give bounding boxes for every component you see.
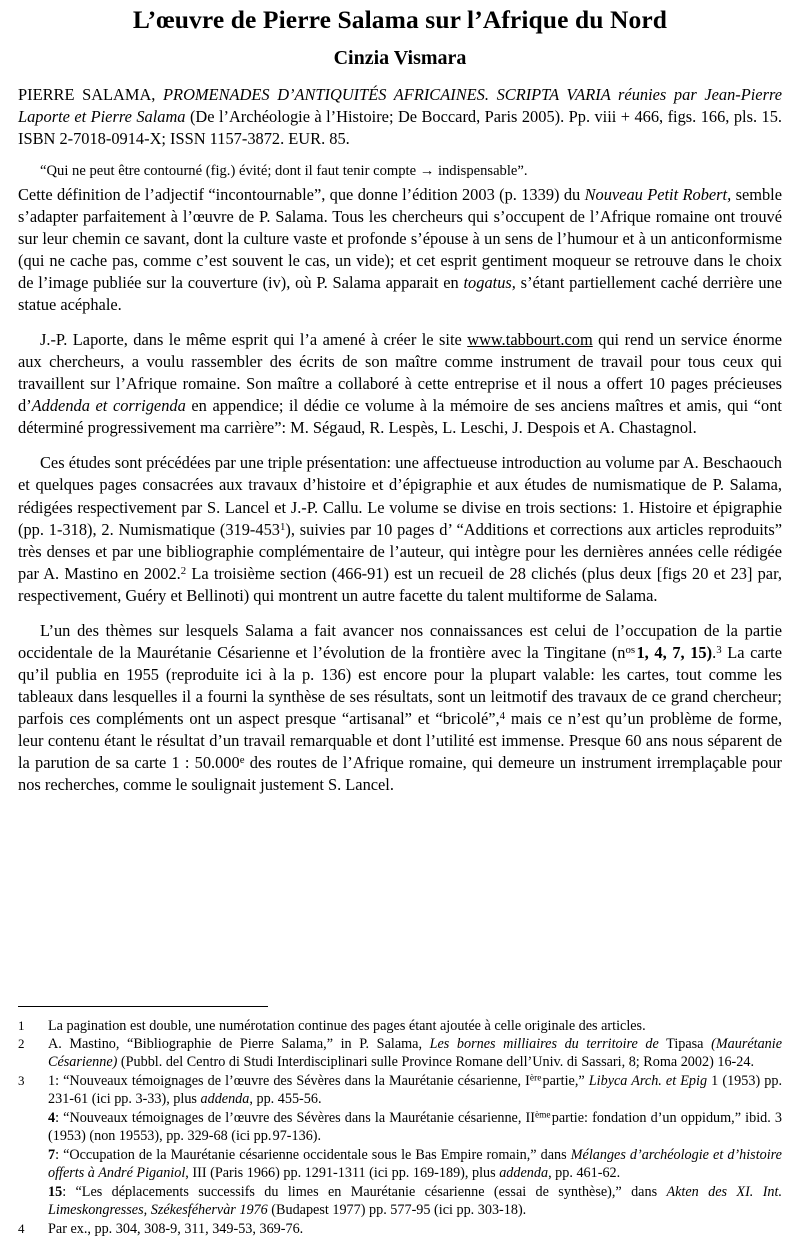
superscript-os: os <box>625 643 636 656</box>
body-paragraph-4: L’un des thèmes sur lesquels Salama a fait avancer nos connaissances est celui de l’occupation de la partie occidentale de la Maurétanie Césarienne et l’évolution de la frontière avec la Tingitane ($n^{os}$ 1, 4, 7, 15).$^3$ La carte qu’il publia en 1955 (reproduite ici à la p. 136) est encore pour la plupart valable: les cartes, tout comme les tableaux dans lesquelles il a fourni la synthèse de ses résultats, sont un leitmotif des travaux de ce grand chercheur; parfois ces compléments ont un aspect presque “artisanal” et “bricolé”,$^4$ mais ce n’est qu’un problème de forme, leur contenu étant le résultat d’un travail remarquable et dont l’utilité est immense. Presque 60 ans nous séparent de la parution de sa carte 1 : 50.000e des routes de l’Afrique romaine, qui demeure un instrument irremplaçable pour nos recherches, comme le soulignait justement S. Lancel. <box>18 620 782 795</box>
footnote-number: 2 <box>18 1036 25 1052</box>
superscript-ere: ère <box>529 1073 542 1084</box>
footnote-3-part-1: 1: “Nouveaux témoignages de l’œuvre des Sévères dans la Maurétanie césarienne, Ière partie,” Libyca Arch. et Epig 1 (1953) pp. 231-61 (ici pp. 3-33), plus addenda, pp. 455-56. <box>48 1072 782 1108</box>
footnote-ref-3[interactable]: 3 <box>716 643 722 656</box>
footnote-text <box>48 1072 782 1220</box>
footnote-number: 3 <box>18 1072 25 1088</box>
superscript-eme: ème <box>534 1110 551 1121</box>
footnote-3-part-4: 15: “Les déplacements successifs du limes en Maurétanie césarienne (essai de synthèse),” dans Akten des XI. Int. Limeskongresses, Székesféhervàr 1976 (Budapest 1977) pp. 577-95 (ici pp. 303-18). <box>48 1183 783 1219</box>
body-paragraph-3: Ces études sont précédées par une triple présentation: une affectueuse introduction au volume par A. Beschaouch et quelques pages consacrées aux travaux d’histoire et d’épigraphie et aux études de numismatique de P. Salama, rédigées respectivement par S. Lancel et J.-P. Callu. Le volume se divise en trois sections: 1. Histoire et épigraphie (pp. 1-318), 2. Numismatique $(319-453^1)$, suivies par 10 pages d’ “Additions et corrections aux articles reproduits” très denses et par une bibliographie complémentaire de l’auteur, qui intègre pour les dernières années celle rédigée par A. Mastino en 2002.$^2$ La troisième section (466-91) est un recueil de 28 clichés (plus deux [figs 20 et 23] par, respectivement, Guéry et Bellinoti) qui montrent un autre facette du talent multiforme de Salama. <box>18 453 782 605</box>
body-paragraph-2: J.-P. Laporte, dans le même esprit qui l’a amené à créer le site www.tabbourt.com qui rend un service énorme aux chercheurs, a voulu rassembler des écrits de son maître comme instrument de travail pour tous ceux qui travaillent sur l’Afrique romaine. Son maître a collaboré à cette entreprise et il nous a offert 10 pages précieuses d’Addenda et corrigenda en appendice; il dédie ce volume à la mémoire de ses anciens maîtres et amis, qui “ont déterminé progressivement ma carrière”: M. Ségaud, R. Lespès, L. Leschi, J. Despois et A. Chastagnol. <box>18 330 782 438</box>
superscript-ordinal-e: e <box>239 754 245 767</box>
cited-work-melanges: Mélanges d’archéologie et d’histoire offerts à André Piganiol <box>48 1146 782 1182</box>
biblio-work-title: PROMENADES D’ANTIQUITÉS AFRICAINES. SCRIPTA VARIA réunies par Jean-Pierre Laporte et Pierre Salama <box>18 84 782 126</box>
footnote-ref-2[interactable]: 2 <box>180 564 187 577</box>
journal-libyca: Libyca Arch. et Epig <box>588 1072 708 1089</box>
page-title: L’œuvre de Pierre Salama sur l’Afrique du Nord <box>132 5 668 34</box>
cited-work-petit-robert: Nouveau Petit Robert, <box>584 184 732 204</box>
cited-work-mauretanie: (Maurétanie Césarienne) <box>48 1036 783 1071</box>
footnote-number: 4 <box>18 1220 25 1236</box>
latin-term-togatus: togatus, <box>463 272 516 292</box>
footnote-text: Par ex., pp. 304, 308-9, 311, 349-53, 369-76. <box>48 1220 304 1237</box>
footnote-3 <box>18 1072 782 1220</box>
term-addenda: addenda <box>200 1091 250 1108</box>
term-addenda-2: addenda <box>499 1165 549 1182</box>
article-numbers: 1, 4, 7, 15) <box>636 642 713 662</box>
footnote-text: A. Mastino, “Bibliographie de Pierre Salama,” in P. Salama, Les bornes milliaires du territoire de Tipasa (Maurétanie Césarienne) (Pubbl. del Centro di Studi Interdisciplinari sulle Province Romane dell’Univ. di Sassari, 8; Roma 2002) 16-24. <box>48 1036 783 1071</box>
footnote-text: La pagination est double, une numérotation continue des pages étant ajoutée à celle originale des articles. <box>48 1017 646 1034</box>
cited-work-akten: Akten des XI. Int. Limeskongresses, Székesféhervàr 1976 <box>48 1183 783 1219</box>
footnote-separator-rule <box>18 1006 268 1007</box>
footnote-ref-4[interactable]: 4 <box>499 710 505 723</box>
biblio-imprint: (De l’Archéologie à l’Histoire; De Boccard, Paris 2005). Pp. viii + 466, figs. 166, pls. 15. ISBN 2-7018-0914-X; ISSN 1157-3872. EUR. 85. <box>18 106 782 148</box>
body-paragraph-1: Cette définition de l’adjectif “incontournable”, que donne l’édition 2003 (p. 1339) du Nouveau Petit Robert, semble s’adapter parfaitement à l’œuvre de P. Salama. Tous les chercheurs qui s’occupent de l’Afrique romaine ont trouvé sur leur chemin ce savant, dont la culture vaste et profonde s’épouse à un sens de l’humour et à un anticonformisme (qui ne cache pas, comme c’est souvent le cas, un vide); et cet esprit gentiment moqueur se retrouve dans le choix de l’image publiée sur la couverture (iv), où P. Salama apparait en togatus, s’étant partiellement caché derrière une statue acéphale. <box>18 184 782 315</box>
epigraph-quotation: “Qui ne peut être contourné (fig.) évité; dont il faut tenir compte → indispensable”. <box>40 162 528 179</box>
footnote-number: 1 <box>18 1017 25 1033</box>
footnotes-section <box>18 1006 782 1238</box>
bibliographic-reference <box>18 84 782 150</box>
footnote-3-part-2: 4: “Nouveaux témoignages de l’œuvre des Sévères dans la Maurétanie césarienne, IIème partie: fondation d’un oppidum,” ibid. 3 (1953) (non 19553), pp. 329-68 (ici pp. 97-136). <box>48 1109 782 1145</box>
cited-work-addenda: Addenda et corrigenda <box>31 396 186 416</box>
author-name: Cinzia Vismara <box>333 46 467 69</box>
footnote-1 <box>18 1017 782 1035</box>
footnote-4 <box>18 1220 782 1238</box>
website-link[interactable]: www.tabbourt.com <box>467 330 593 350</box>
footnote-3-part-3: 7: “Occupation de la Maurétanie césarienne occidentale sous le Bas Empire romain,” dans Mélanges d’archéologie et d’histoire offerts à André Piganiol, III (Paris 1966) pp. 1291-1311 (ici pp. 169-189), plus addenda, pp. 461-62. <box>48 1146 782 1182</box>
cited-work-bornes: Les bornes milliaires du territoire de <box>429 1036 659 1053</box>
biblio-author: PIERRE SALAMA, <box>18 84 164 104</box>
footnote-2 <box>18 1035 782 1072</box>
footnote-ref-1[interactable]: 1 <box>279 520 286 533</box>
